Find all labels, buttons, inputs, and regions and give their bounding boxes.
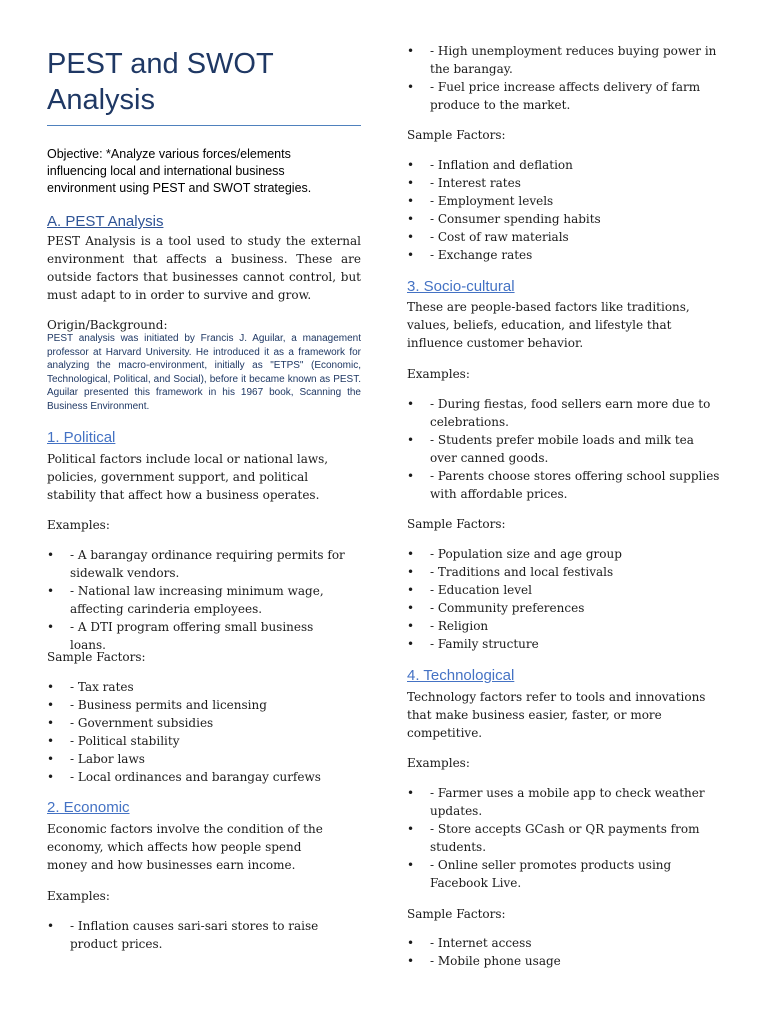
bullet-icon: • [407,194,415,208]
list-item: • - A DTI program offering small business loans. [47,620,314,652]
list-item: • - Inflation and deflation [407,158,573,172]
list-item: • - During fiestas, food sellers earn more due to celebrations. [407,397,711,429]
socio-cultural-description: These are people-based factors like traditions, values, beliefs, education, and lifestyle that influence customer behavior. [407,300,690,350]
list-item: • - Online seller promotes products using Facebook Live. [407,858,672,890]
bullet-icon: • [407,637,415,651]
bullet-icon: • [407,583,415,597]
socio-factors-list [407,545,723,653]
title-line-1: PEST and SWOT [47,48,274,80]
bullet-icon: • [407,786,415,800]
bullet-icon: • [407,230,415,244]
list-item: • - Interest rates [407,176,521,190]
political-description: Political factors include local or national laws, policies, government support, and political stability that affect how a business operates. [47,452,329,502]
economic-heading: 2. Economic [47,799,130,816]
bullet-icon: • [407,44,415,58]
technological-heading: 4. Technological [407,667,515,684]
list-item: • - Labor laws [47,752,145,766]
list-item: • - Local ordinances and barangay curfews [47,770,321,784]
origin-label: Origin/Background: [47,318,168,332]
socio-examples-label: Examples: [407,367,470,381]
list-item: • - Family structure [407,637,539,651]
bullet-icon: • [407,601,415,615]
list-item: • - Fuel price increase affects delivery of farm produce to the market. [407,80,701,112]
bullet-icon: • [407,858,415,872]
bullet-icon: • [47,698,55,712]
tech-examples-list [407,784,707,892]
bullet-icon: • [47,584,55,598]
pest-description: PEST Analysis is a tool used to study the external environment that affects a business. These are outside factors that businesses cannot control, but must adapt to in order to survive and grow. [47,234,361,302]
list-item: • - Exchange rates [407,248,533,262]
list-item: • - Mobile phone usage [407,954,561,968]
socio-examples-list [407,395,723,503]
bullet-icon: • [407,433,415,447]
list-item: • - Religion [407,619,489,633]
economic-factors-label: Sample Factors: [407,128,506,142]
list-item: • - Cost of raw materials [407,230,569,244]
list-item: • - A barangay ordinance requiring permits for sidewalk vendors. [47,548,345,580]
political-factors-list [47,678,347,786]
bullet-icon: • [47,680,55,694]
bullet-icon: • [407,954,415,968]
list-item: • - Employment levels [407,194,554,208]
bullet-icon: • [407,248,415,262]
economic-examples-continued-list [407,42,723,114]
list-item: • - National law increasing minimum wage, affecting carinderia employees. [47,584,324,616]
list-item: • - Store accepts GCash or QR payments from students. [407,822,700,854]
tech-factors-list [407,934,707,970]
tech-examples-label: Examples: [407,756,470,770]
list-item: • - Education level [407,583,532,597]
list-item: • - High unemployment reduces buying power in the barangay. [407,44,717,76]
bullet-icon: • [47,716,55,730]
list-item: • - Parents choose stores offering school supplies with affordable prices. [407,469,720,501]
socio-factors-label: Sample Factors: [407,517,506,531]
bullet-icon: • [47,770,55,784]
bullet-icon: • [407,565,415,579]
list-item: • - Internet access [407,936,532,950]
bullet-icon: • [407,822,415,836]
title-divider [47,125,361,126]
title-line-2: Analysis [47,84,155,116]
economic-examples-list [47,917,347,953]
list-item: • - Traditions and local festivals [407,565,614,579]
political-heading: 1. Political [47,429,116,446]
technological-description: Technology factors refer to tools and innovations that make business easier, faster, or more competitive. [407,690,706,740]
list-item: • - Farmer uses a mobile app to check weather updates. [407,786,705,818]
bullet-icon: • [407,158,415,172]
list-item: • - Inflation causes sari-sari stores to raise product prices. [47,919,319,951]
bullet-icon: • [47,548,55,562]
bullet-icon: • [407,176,415,190]
political-factors-label: Sample Factors: [47,650,146,664]
bullet-icon: • [407,397,415,411]
socio-cultural-heading: 3. Socio-cultural [407,278,515,295]
list-item: • - Consumer spending habits [407,212,601,226]
list-item: • - Students prefer mobile loads and milk tea over canned goods. [407,433,694,465]
bullet-icon: • [47,734,55,748]
list-item: • - Business permits and licensing [47,698,267,712]
bullet-icon: • [47,620,55,634]
list-item: • - Population size and age group [407,547,622,561]
bullet-icon: • [407,936,415,950]
bullet-icon: • [407,547,415,561]
bullet-icon: • [407,80,415,94]
tech-factors-label: Sample Factors: [407,907,506,921]
list-item: • - Government subsidies [47,716,214,730]
list-item: • - Community preferences [407,601,585,615]
bullet-icon: • [47,752,55,766]
bullet-icon: • [407,212,415,226]
bullet-icon: • [407,619,415,633]
list-item: • - Tax rates [47,680,134,694]
political-examples-label: Examples: [47,518,110,532]
bullet-icon: • [407,469,415,483]
objective-text: Objective: *Analyze various forces/elements influencing local and international business environment using PEST and SWOT strategies. [47,147,312,195]
bullet-icon: • [47,919,55,933]
origin-text: PEST analysis was initiated by Francis J. Aguilar, a management professor at Harvard University. He introduced it as a framework for analyzing the macro-environment, initially as "ETPS" (Economic, Technological, Political, and Social), before it became known as PEST. Aguilar presented this framework in his 1967 book, Scanning the Business Environment. [47,333,361,412]
pest-analysis-heading: A. PEST Analysis [47,213,164,230]
economic-factors-list [407,156,723,264]
document-title [47,46,274,118]
economic-examples-label: Examples: [47,889,110,903]
political-examples-list [47,546,347,654]
list-item: • - Political stability [47,734,180,748]
economic-description: Economic factors involve the condition of the economy, which affects how people spend money and how businesses earn income. [47,822,323,872]
